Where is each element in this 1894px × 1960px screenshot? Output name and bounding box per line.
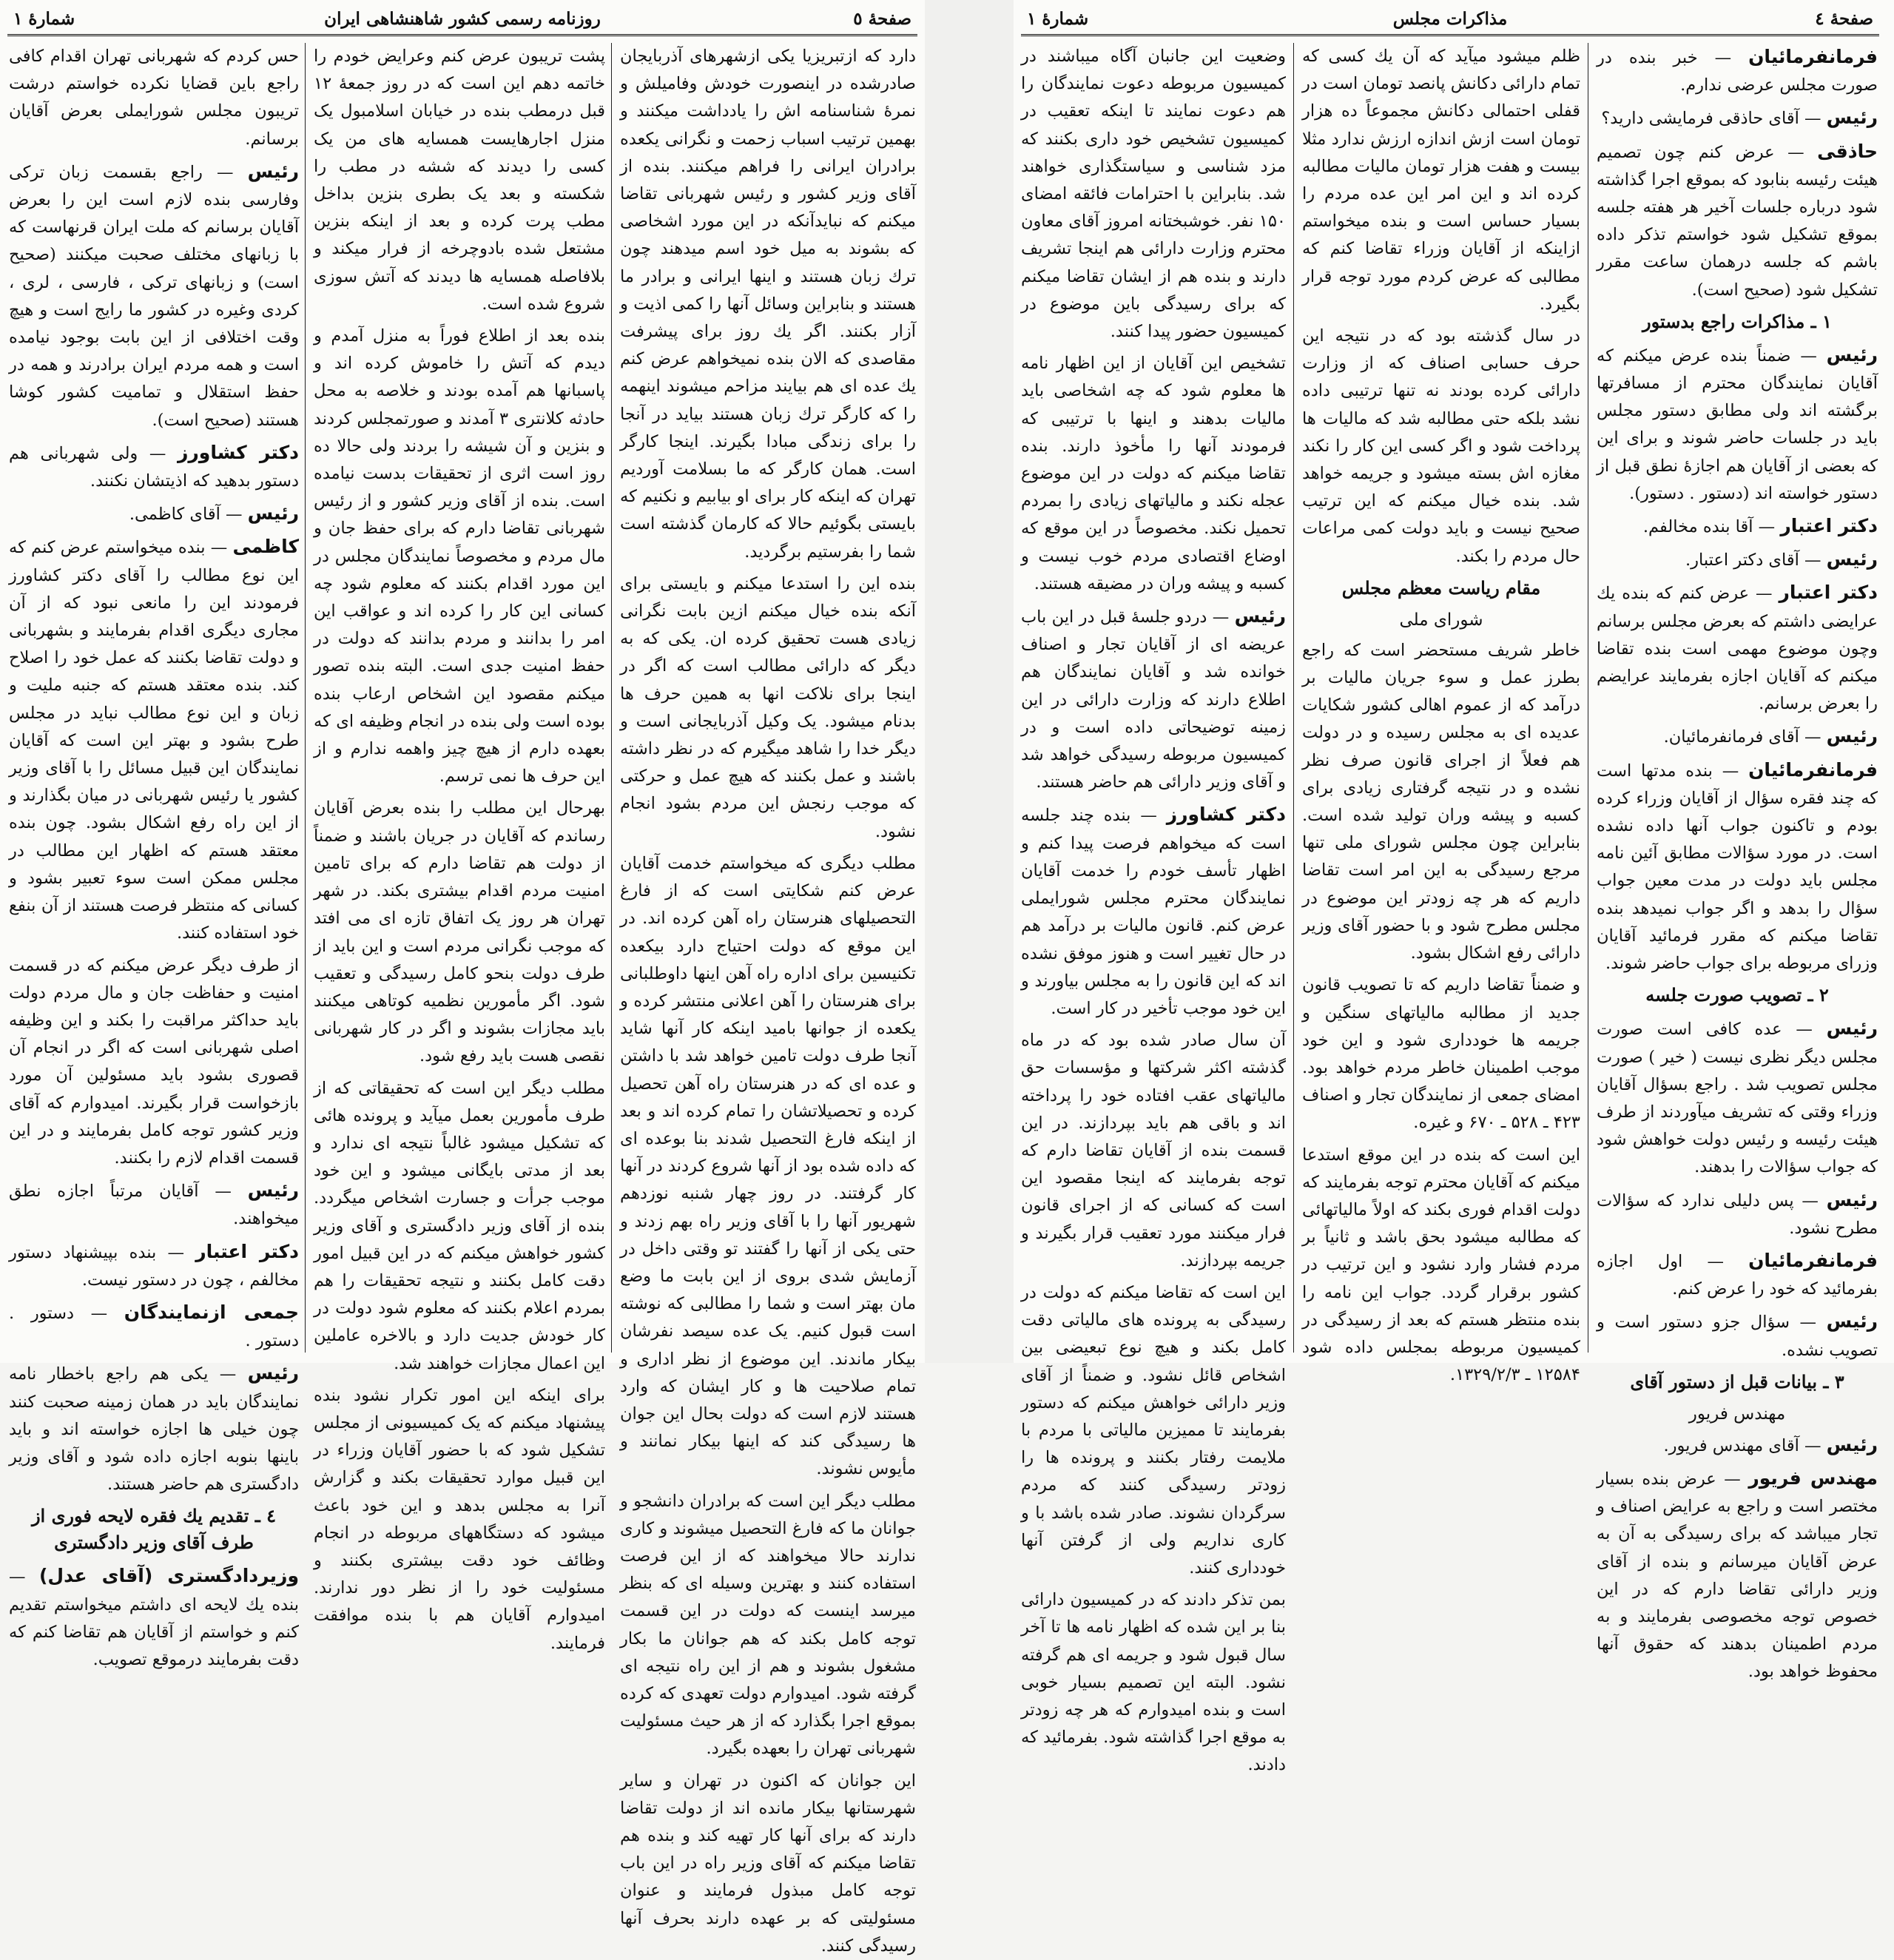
paragraph-text: مطلب دیگر این است که تحقیقاتی که از طرف مأمورین بعمل میآید و پرونده هائی که تشکیل میشود غالباً نتیجه ای ندارد و بعد از مدتی بایگانی میشود و این خود موجب جرأت و جسارت اشخاص میگردد. بنده از آقای وزیر دادگستری و آقای وزیر کشور خواهش میکنم که در این قبیل امور دقت کامل بکنند و نتیجه تحقیقات را هم بمردم اعلام بکنند که معلوم شود دولت در کار خودش جدیت دارد و بالاخره عاملین این اعمال مجازات خواهند شد. [314, 1078, 605, 1373]
paragraph [1597, 545, 1878, 574]
section-heading: مقام ریاست معظم مجلس [1341, 576, 1541, 599]
paragraph [9, 1176, 299, 1233]
paragraph-text: — ولی شهربانی هم دستور بدهید که اذیتشان نکنند. [9, 443, 299, 491]
paragraph [1021, 1027, 1286, 1275]
text-column-3 [1021, 43, 1286, 1775]
paragraph [9, 952, 299, 1173]
paragraph [9, 1299, 299, 1355]
paragraph-text: — آقای فرمانفرمائیان. [1663, 727, 1827, 747]
paragraph [1597, 1014, 1878, 1181]
speaker-name: رئیس [247, 160, 299, 182]
paragraph-text: — آقایان مرتباً اجازه نطق میخواهند. [9, 1182, 299, 1229]
paragraph [1597, 512, 1878, 541]
paragraph [1302, 1142, 1580, 1390]
speaker-name: رئیس [1826, 1433, 1878, 1455]
paragraph [1597, 43, 1878, 99]
paragraph-text: بهرحال این مطلب را بنده بعرض آقایان رساندم که آقایان در جریان باشند و ضمناً از دولت هم تقاضا دارم که برای تامین امنیت مردم اقدام بیشتری بکند. در شهر تهران هر روز یک اتفاق تازه ای می افتد که موجب نگرانی مردم است و این باید از طرف دولت بنحو کامل رسیدگی و تعقیب شود. اگر مأمورین نظمیه کوتاهی میکنند باید مجازات بشوند و اگر در کار شهربانی نقصی هست باید رفع شود. [314, 798, 605, 1066]
paragraph-text: — پس دلیلی ندارد که سؤالات مطرح نشود. [1597, 1191, 1878, 1238]
paragraph-text: — آقای مهندس فریور. [1663, 1435, 1827, 1455]
paragraph-text: — بنده مدتها است که چند فقره سؤال از آقایان وزراء کرده بودم و تاکنون جواب آنها داده نشده است. در مورد سؤالات مطابق آئین نامه مجلس باید دولت در مدت معین جواب سؤال را بدهد و اگر جواب نمیدهد بنده تقاضا میکنم که مقرر فرمائید آقایان وزرای مربوطه برای جواب حاضر شوند. [1597, 761, 1878, 974]
paragraph-text: و ضمناً تقاضا داریم که تا تصویب قانون جدید از مطالبه مالیاتهای سنگین و جریمه ها خودداری شود و این خود موجب اطمینان خاطر مردم خواهد بود. امضای جمعی از نمایندگان تجار و اصناف ۴۲۳ ـ ۵۲۸ ـ ۶۷۰ و غیره. [1302, 975, 1580, 1133]
column-rule [1293, 43, 1294, 1353]
paragraph-text: این است که تقاضا میکنم که دولت در رسیدگی به پرونده های مالیاتی دقت کامل بکند و هیچ نوع تبعیضی بین اشخاص قائل نشود. و ضمناً از آقای وزیر دارائی خواهش میکنم که دستور بفرمایند تا ممیزین مالیاتی با مردم با ملایمت رفتار بکنند و پرونده ها را زودتر رسیدگی کنند که مردم سرگردان نشوند. صادر شده باشد با و کاری نداریم ولی از گرفتن آنها خودداری کنند. [1021, 1282, 1286, 1577]
paragraph [9, 1562, 299, 1674]
text-column-1 [620, 43, 916, 1956]
paragraph-text: در سال گذشته بود که در نتیجه این حرف حسابی اصناف که از وزارت دارائی کرده بودند نه تنها ترتیبی داده نشد بلکه حتی مطالبه شد که مالیات ها پرداخت شود و اگر کسی این کار را نکند مغازه اش بسته میشود و جریمه خواهد شد. بنده خیال میکنم که این ترتیب صحیح نیست و باید دولت کمی مراعات حال مردم را بکند. [1302, 326, 1580, 566]
speaker-name: کاظمی [232, 536, 299, 558]
paragraph [1597, 1431, 1878, 1460]
paragraph [314, 43, 605, 318]
paragraph [1302, 971, 1580, 1136]
section-subheading: مهندس فریور [1688, 1404, 1786, 1424]
column-rule [611, 43, 612, 1353]
paragraph-text: — راجع بقسمت زبان ترکی وفارسی بنده لازم است این را بعرض آقایان برسانم که ملت ایران قرنهاست که با زبانهای مختلف صحبت میکنند (صحیح است) و زبانهای ترکی ، فارسی ، لری ، کردی وغیره در کشور ما رایج است و هیچ وقت اختلافی از این بابت بوجود نیامده است و همه مردم ایران برادرند و همه در حفظ استقلال و تمامیت کشور کوشا هستند (صحیح است). [9, 162, 299, 430]
paragraph-text: — خبر بنده در صورت مجلس عرضی ندارم. [1597, 48, 1878, 95]
paragraph-text: — یکی هم راجع باخطار نامه نمایندگان باید در همان زمینه صحبت کنند چون خیلی ها اجازه خواسته اند و باید باینها بنوبه اجازه داده شود و آقای وزیر دادگستری هم حاضر هستند. [9, 1364, 299, 1495]
section-heading: ۲ ـ تصویب صورت جلسه [1645, 984, 1829, 1006]
speaker-name: رئیس [1826, 107, 1878, 129]
paragraph-text: برای اینکه این امور تکرار نشود بنده پیشنهاد میکنم که یک کمیسیونی از مجلس تشکیل شود که با حضور آقایان وزراء در این قبیل موارد تحقیقات بکند و گزارش آنرا به مجلس بدهد و این خود باعث میشود که دستگاههای مربوطه در انجام وظائف خود دقت بیشتری بکنند و مسئولیت خود را از نظر دور ندارند. امیدوارم آقایان هم با بنده موافقت فرمایند. [314, 1385, 605, 1653]
text-column-2 [314, 43, 605, 1653]
speaker-name: مهندس فریور [1748, 1466, 1878, 1489]
speaker-name: دکتر اعتبار [195, 1240, 299, 1262]
paragraph [620, 1488, 916, 1763]
paragraph [620, 43, 916, 566]
speaker-name: دکتر اعتبار [1779, 582, 1878, 604]
paragraph [620, 1768, 916, 1960]
speaker-name: دکتر اعتبار [1780, 515, 1878, 537]
speaker-name: فرمانفرمائیان [1748, 1249, 1878, 1271]
text-column-3 [9, 43, 299, 1669]
paragraph-text: تشخیص این آقایان از این اظهار نامه ها معلوم شود که چه اشخاصی باید مالیات بدهند و اینها با ترتیبی که فرمودند آنها را مأخوذ دارند. بنده تقاضا میکنم که دولت در این موضوع عجله نکند و مالیاتهای زیادی را بمردم تحمیل نکند. مخصوصاً در این موقع که اوضاع اقتصادی مردم خوب نیست و کسبه و پیشه وران در مضیقه هستند. [1021, 354, 1286, 593]
paragraph-text: این است که بنده در این موقع استدعا میکنم که آقایان محترم توجه بفرمایند که دولت اقدام فوری بکند که اولاً مالیاتهائی که مطالبه میشود بحق باشد و ثانیاً بر مردم فشار وارد نشود و این ترتیب در کشور برقرار گردد. جواب این نامه را بنده منتظر هستم که بعد از رسیدگی در کمیسیون مربوطه بمجلس داده شود ۱۲۵۸۴ ـ ۱۳۲۹/۲/۳. [1302, 1145, 1580, 1385]
paragraph-text: — اول اجازه بفرمائید که خود را عرض کنم. [1597, 1251, 1878, 1299]
speaker-name: رئیس [1234, 605, 1286, 627]
paragraph-text: خاطر شریف مستحضر است که راجع بطرز عمل و سوء جریان مالیات بر درآمد که از عموم اهالی کشور شکایات عدیده ای به مجلس رسیده و در دولت هم فعلاً از اجرای قانون صرف نظر نشده و در نتیجه گرفتاری زیادی برای کسبه و پیشه وران تولید شده است. بنابراین چون مجلس شورای ملی تنها مرجع رسیدگی به این امر است تقاضا داریم که هر چه زودتر این موضوع در مجلس مطرح شود و با حضور آقای وزیر دارائی رفع اشکال بشود. [1302, 640, 1580, 963]
paragraph-text: از طرف دیگر عرض میکنم که در قسمت امنیت و حفاظت جان و مال مردم دولت باید حداکثر مراقبت را بکند و این وظیفه اصلی شهربانی است که اگر در انجام آن قصوری بشود باید مسئولین آن مورد بازخواست قرار بگیرند. امیدوارم که آقای وزیر کشور توجه کامل بفرمایند و در این قسمت اقدام لازم را بکنند. [9, 955, 299, 1168]
paragraph-text: دارد که ازتبریزیا یکی ازشهرهای آذربایجان صادرشده در اینصورت خودش وفامیلش و نمرهٔ شناسنامه اش را یادداشت میکنند و بهمین ترتیب اسباب زحمت و نگرانی یکعده برادران ایرانی را فراهم میکنند. بنده از آقای وزیر کشور و رئیس شهربانی تقاضا میکنم که نبایدآنکه در این مورد اشخاصی که بشوند به میل خود اسم میدهند چون ترك زبان هستند و اینها ایرانی و برادر ما هستند و بنابراین وسائل آنها را کمی اذیت و آزار بکنند. اگر یك روز برای پیشرفت مقاصدی که الان بنده نمیخواهم عرض کنم یك عده ای هم بیایند مزاحم میشوند اینهمه را که کارگر ترك زبان هستند بیاید در آنجا را برای زندگی مبادا بگیرند. اینجا کارگر است. همان کارگر که ما بسلامت آوردیم تهران که اینکه کار برای او بیابیم و نکنیم که بایستی بگوئیم حالا که کارمان گذشته است شما را بفرستیم برگردید. [620, 47, 916, 562]
section-subheading: شورای ملی [1399, 610, 1483, 630]
paragraph [9, 43, 299, 153]
paragraph-text: مطلب دیگر این است که برادران دانشجو و جوانان ما که فارغ التحصیل میشوند و کاری ندارند حالا میخواهند که از این فرصت استفاده کنند و بهترین وسیله ای که بنظر میرسد اینست که دولت در این قسمت توجه کامل بکند که هم جوانان ما بکار مشغول بشوند و هم از این راه نتیجه ای گرفته شود. امیدوارم دولت تعهدی که کرده بموقع اجرا بگذارد که از هر حیث مسئولیت شهربانی تهران را بعهده بگیرد. [620, 1491, 916, 1759]
paragraph [1597, 138, 1878, 304]
paragraph [1597, 104, 1878, 132]
paragraph [314, 323, 605, 790]
page-number: صفحهٔ ٥ [853, 9, 911, 29]
speaker-name: رئیس [1826, 1017, 1878, 1040]
paragraph [9, 533, 299, 947]
page-number: صفحهٔ ٤ [1815, 9, 1873, 29]
paragraph [1021, 1586, 1286, 1779]
paragraph-text: بنده بعد از اطلاع فوراً به منزل آمدم و دیدم که آتش را خاموش کرده اند و پاسبانها هم آمده بودند و خلاصه به محل حادثه کلانتری ۳ آمدند و صورتمجلس کردند و بنزین و آن شیشه را بردند ولی حالا ده روز است اثری از تحقیقات بدست نیامده است. بنده از آقای وزیر کشور و از رئیس شهربانی تقاضا دارم که برای حفظ جان و مال مردم و مخصوصاً نمایندگان مجلس در این مورد اقدام بکنند که معلوم شود چه کسانی این کار را کرده اند و عواقب این امر را بدانند و مردم بدانند که دولت در حفظ امنیت جدی است. البته بنده تصور میکنم مقصود این اشخاص ارعاب بنده بوده است ولی بنده در انجام وظیفه ای که بعهده دارم از هیچ چیز واهمه ندارم و از این حرف ها نمی ترسم. [314, 326, 605, 787]
paragraph [1021, 602, 1286, 796]
paragraph-text: — عرض کنم چون تصمیم هیئت رئیسه بنابود که بموقع اجرا گذاشته شود درباره جلسات آخیر هر هفته جلسه بموقع تشکیل شود خواستم تذکر داده باشم که جلسه درهمان ساعت مقرر تشکیل شود (صحیح است). [1597, 142, 1878, 300]
paragraph [1597, 1186, 1878, 1242]
paragraph [1021, 43, 1286, 346]
section-heading: ۱ ـ مذاکرات راجع بدستور [1642, 310, 1832, 332]
paragraph-text: — بنده چند جلسه است که میخواهم فرصت پیدا کنم و اظهار تأسف خودم را خدمت آقایان نمایندگان محترم مجلس شورایملی عرض کنم. قانون مالیات بر درآمد هم در حال تغییر است و هنوز موفق نشده اند که این قانون را به مجلس بیاورند و این خود موجب تأخیر در کار است. [1021, 806, 1286, 1018]
section-heading: ۳ ـ بیانات قبل از دستور آقای [1630, 1370, 1844, 1392]
paragraph [314, 1382, 605, 1657]
speaker-name: رئیس [1826, 548, 1878, 570]
paragraph-text: — آقای کاظمی. [129, 505, 248, 525]
newspaper-title: روزنامه رسمی کشور شاهنشاهی ایران [324, 9, 601, 29]
paragraph [9, 158, 299, 434]
paragraph [9, 1359, 299, 1498]
newspaper-title: مذاکرات مجلس [1392, 9, 1508, 29]
paragraph [1597, 1464, 1878, 1686]
paragraph [1302, 637, 1580, 967]
paragraph [1021, 350, 1286, 598]
newspaper-page-right [1014, 0, 1894, 1775]
speaker-name: رئیس [247, 502, 299, 525]
paragraph-text: حس کردم که شهربانی تهران اقدام کافی راجع باین قضایا نکرده خواستم درشت تریبون مجلس شورایملی بعرض آقایان برسانم. [9, 47, 299, 149]
paragraph [314, 795, 605, 1070]
speaker-name: رئیس [1826, 343, 1878, 366]
paragraph-text: — آقای حاذقی فرمایشی دارید؟ [1601, 109, 1827, 129]
speaker-name: حاذقی [1817, 140, 1878, 162]
issue-number: شمارهٔ ۱ [13, 9, 75, 29]
paragraph [1302, 323, 1580, 570]
newspaper-page-left [0, 0, 925, 1956]
paragraph [1597, 579, 1878, 718]
text-column-1 [1597, 43, 1878, 1682]
paragraph-text: — آقا بنده مخالفم. [1642, 517, 1781, 537]
paragraph-text: بمن تذکر دادند که در کمیسیون دارائی بنا بر این شده که اظهار نامه ها تا آخر سال قبول شود و جریمه ای هم گرفته نشود. البته این تصمیم بسیار خوبی است و بنده امیدوارم که هر چه زودتر به موقع اجرا گذاشته شود. بفرمائید که دادند. [1021, 1590, 1286, 1775]
issue-number: شمارهٔ ۱ [1027, 9, 1089, 29]
speaker-name: فرمانفرمائیان [1748, 758, 1878, 781]
paragraph-text: — دستور . دستور . [9, 1303, 299, 1351]
page-header [1021, 6, 1879, 36]
paragraph-text: — سؤال جزو دستور است و تصویب نشده. [1597, 1313, 1878, 1360]
paragraph [314, 1075, 605, 1378]
paragraph [1302, 43, 1580, 318]
speaker-name: رئیس [1826, 725, 1878, 747]
paragraph-text: — عده کافی است صورت مجلس دیگر نظری نیست ( خیر ) صورت مجلس تصویب شد . راجع بسؤال آقایان وزراء وقتی که تشریف میآوردند از طرف هیئت رئیسه و رئیس دولت خواهش شود که جواب سؤالات را بدهند. [1597, 1020, 1878, 1177]
column-rule [305, 43, 306, 1353]
paragraph-text: مطلب دیگری که میخواستم خدمت آقایان عرض کنم شکایتی است که از فارغ التحصیلهای هنرستان راه آهن کرده اند. در این موقع که دولت احتیاج دارد بیکعده تکنیسین برای اداره راه آهن اینها داوطلبانی برای هنرستان را آهن اعلانی منتشر کرده و یکعده از جوانها بامید اینکه کار آنها شاید آنجا طرف دولت تامین خواهد شد با داشتن و عده ای که در هنرستان راه آهن تحصیل کرده و تحصیلاتشان را تمام کرده اند و بعد از اینکه فارغ التحصیل شدند بنا بوعده ای که داده شده بود از آنها شروع کردند در آنها کار گرفتند. در روز چهار شنبه نوزدهم شهریور آنها را با آقای وزیر راه بهم زدند و حتی یکی از آنها را گفتند تو وقتی داخل در آزمایش شدی بروی از این بابت ما وضع مان بهتر است و شما را مطالبی که نوشته است قبول کنیم. یک عده سیصد نفرشان بیکار ماندند. این موضوع از نظر اداری و تمام صلاحیت ها و کار ایشان که وارد هستند لازم است که دولت بحال این جوان ها رسیدگی کند که اینها بیکار نمانند و مأیوس نشوند. [620, 853, 916, 1479]
paragraph-text: — عرض بنده بسیار مختصر است و راجع به عرایض اصناف و تجار میباشد که برای رسیدگی به آن به عرض آقایان میرسانم و بنده از آقای وزیر دارائی تقاضا دارم که در این خصوص توجه مخصوصی بفرمایند و به مردم اطمینان بدهند که حقوق آنها محفوظ خواهد بود. [1597, 1469, 1878, 1682]
paragraph [9, 499, 299, 528]
paragraph-text: — بنده میخواستم عرض کنم که این نوع مطالب را آقای دکتر کشاورز فرمودند این را مانعی نبود که از آن مجاری دیگری اقدام بفرمایند و بشهربانی و دولت تقاضا بکنند که عمل خود را اصلاح کند. بنده معتقد هستم که جنبه ملیت و زبان و این نوع مطالب نباید در مجلس طرح بشود و بهتر این است که آقایان نمایندگان این قبیل مسائل را با آقای وزیر کشور یا رئیس شهربانی در میان بگذارند و از این راه رفع اشکال بشود. چون بنده معتقد هستم که اظهار این مطالب در مجلس ممکن است سوء تعبیر بشود و کسانی که منتظر فرصت هستند از آن بنفع خود استفاده کنند. [9, 538, 299, 943]
paragraph [1597, 756, 1878, 978]
speaker-name: رئیس [247, 1362, 299, 1384]
paragraph-text: — بنده بپیشنهاد دستور مخالفم ، چون در دستور نیست. [9, 1242, 299, 1290]
paragraph [1597, 341, 1878, 508]
speaker-name: رئیس [247, 1179, 299, 1202]
text-column-2 [1301, 43, 1580, 1385]
paragraph-text: — دردو جلسهٔ قبل در این باب عریضه ای از آقایان تجار و اصناف خوانده شد و آقایان نمایندگان هم اطلاع دارند که وزارت دارائی در این زمینه توضیحاتی داده است و در کمیسیون مربوطه رسیدگی خواهد شد و آقای وزیر دارائی هم حاضر هستند. [1021, 607, 1286, 792]
paragraph [1597, 1307, 1878, 1364]
section-heading: ٤ ـ تقدیم یك فقره لایحه فوری از طرف آقای وزیر دادگستری [31, 1505, 277, 1554]
paragraph-text: این جوانان که اکنون در تهران و سایر شهرستانها بیکار مانده اند از دولت تقاضا دارند که برای آنها کار تهیه کند و بنده هم تقاضا میکنم که آقای وزیر راه در این باب توجه کامل مبذول فرمایند و عنوان مسئولیتی که بر عهده دارند بحرف آنها رسیدگی کنند. [620, 1771, 916, 1956]
speaker-name: دکتر کشاورز [178, 441, 299, 463]
speaker-name: وزیردادگستری (آقای عدل) [38, 1565, 299, 1587]
paragraph-text: بنده این را استدعا میکنم و بایستی برای آنکه بنده خیال میکنم ازین بابت نگرانی زیادی هست تحقیق کرده ان. یکی که به دیگر که دارائی مطالب است که اگر در اینجا برای نلاکت انها به همین حرف ها بدنام میشود. یک وکیل آذربایجانی است و دیگر خدا را شاهد میگیرم که در نظر داشته باشند و عمل بکنند که هیچ عمل و حرکتی که موجب رنجش این مردم بشود انجام نشود. [620, 573, 916, 841]
paragraph-text: پشت تریبون عرض کنم وعرایض خودم را خاتمه دهم این است که در روز جمعهٔ ۱۲ قبل درمطب بنده در خیابان اسلامبول یک منزل اجارهایست همسایه های من یک کسی را دیدند که ششه در مطب را شکسته و بعد یک بطری بنزین بداخل مطب پرت کرده و بعد از اینکه بنزین مشتعل شده بادوچرخه از فرار میکند و بلافاصله همسایه ها دیدند که آتش سوزی شروع شده است. [314, 47, 605, 314]
paragraph [1021, 1279, 1286, 1582]
page-header [7, 6, 917, 36]
paragraph-text: — عرض کنم که بنده یك عرایضی داشتم که بعرض مجلس برسانم وچون موضوع مهمی است بنده تقاضا میکنم که آقایان اجازه بفرمایند عرایضم را بعرض برسانم. [1597, 584, 1878, 714]
speaker-name: رئیس [1826, 1188, 1878, 1210]
paragraph [620, 850, 916, 1484]
speaker-name: فرمانفرمائیان [1748, 46, 1878, 67]
paragraph [1597, 722, 1878, 751]
paragraph [1021, 801, 1286, 1023]
page-gutter [925, 0, 1014, 1363]
speaker-name: دکتر کشاورز [1166, 804, 1286, 826]
paragraph [620, 570, 916, 846]
paragraph-text: — آقای دکتر اعتبار. [1685, 550, 1827, 570]
paragraph-text: — ضمناً بنده عرض میکنم که آقایان نمایندگان محترم از مسافرتها برگشته اند ولی مطابق دستور مجلس باید در جلسات حاضر شوند و برای این که بعضی از آقایان هم اجازهٔ نطق قبل از دستور خواسته اند (دستور . دستور). [1597, 346, 1878, 503]
paragraph [9, 439, 299, 495]
paragraph-text: ظلم میشود میآید که آن یك کسی که تمام دارائی دکانش پانصد تومان است در قفلی احتمالی دکانش مجموعاً ده هزار تومان است ازش اندازه ارزش ندارد مثلا بیست و هفت هزار تومان مالیات مطالبه کرده اند و این امر این عده مردم را بسیار حساس است و بنده میخواستم ازاینکه از آقایان وزراء تقاضا کنم که مطالبی که عرض کردم مورد توجه قرار بگیرد. [1301, 47, 1580, 314]
paragraph [1597, 1247, 1878, 1303]
speaker-name: رئیس [1826, 1310, 1878, 1333]
paragraph [9, 1238, 299, 1294]
paragraph-text: — بنده یك لایحه ای داشتم میخواستم تقدیم کنم و خواستم از آقایان هم تقاضا کنم که دقت بفرمایند درموقع تصویب. [9, 1567, 299, 1669]
paragraph-text: آن سال صادر شده بود که در ماه گذشته اکثر شرکتها و مؤسسات حق مالیاتهای عقب افتاده خود را پرداخته اند و باقی هم باید بپردازند. در این قسمت بنده از آقایان تقاضا دارم که توجه بفرمایند که اینجا مقصود این است که کسانی که از اجرای قانون فرار میکنند مورد تعقیب قرار بگیرند و جریمه بپردازند. [1021, 1031, 1286, 1270]
speaker-name: جمعی ازنمایندگان [124, 1301, 299, 1323]
paragraph-text: وضعیت این جانبان آگاه میباشند در کمیسیون مربوطه دعوت نمایندگان را هم دعوت نمایند تا اینکه تعقیب در کمیسیون تشخیص خود داری بکنند که مزد شناسی و سیاستگذاری خواهند شد. بنابراین با احترامات فائقه امضای ۱۵۰ نفر. خوشبختانه امروز آقای معاون محترم وزارت دارائی هم اینجا تشریف دارند و بنده هم از ایشان تقاضا میکنم که برای رسیدگی باین موضوع در کمیسیون حضور پیدا کنند. [1021, 47, 1286, 342]
